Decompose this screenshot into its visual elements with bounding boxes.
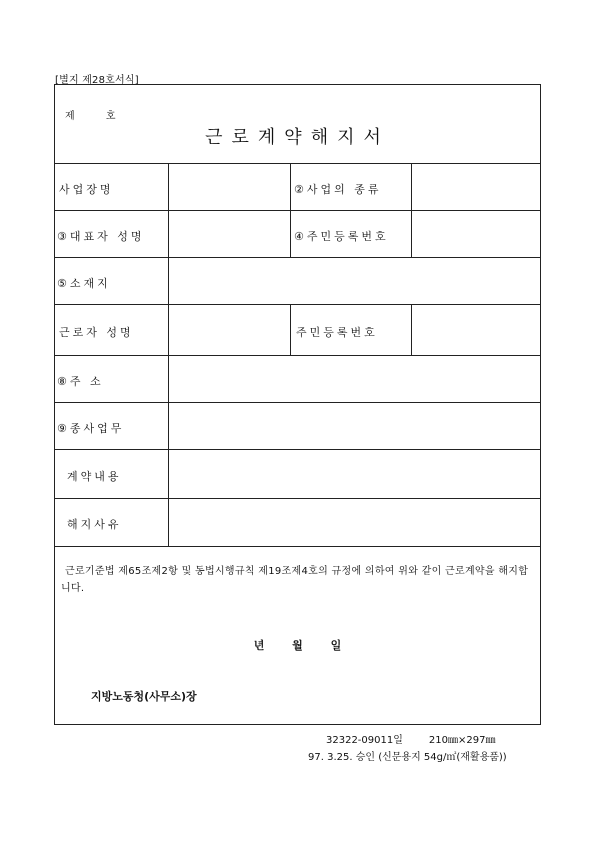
duty-label: ⑨종사업무 (57, 422, 125, 435)
address-label: ⑧주 소 (57, 375, 104, 388)
column-divider (168, 163, 169, 546)
row-divider (55, 210, 540, 211)
worker-resident-number-label: 주민등록번호 (296, 326, 378, 339)
paper-size: 210㎜×297㎜ (428, 735, 496, 746)
column-divider (290, 304, 291, 355)
location-label: ⑤소재지 (57, 277, 111, 290)
representative-label: ③대표자 성명 (57, 230, 145, 243)
row-divider (55, 402, 540, 403)
worker-name-label: 근로자 성명 (59, 326, 134, 339)
row-divider (55, 546, 540, 547)
date-line: 년 월 일 (253, 639, 342, 652)
form-title: 근로계약해지서 (205, 127, 390, 148)
row-divider (55, 304, 540, 305)
row-divider (55, 498, 540, 499)
contract-content-label: 계약내용 (67, 470, 122, 483)
resident-number-label: ④주민등록번호 (294, 230, 389, 243)
column-divider (411, 304, 412, 355)
statement-paragraph: 근로기준법 제65조제2항 및 동법시행규칙 제19조제4호의 규정에 의하여 위와 같이 근로계약을 해지합니다. (61, 566, 529, 594)
row-divider (55, 257, 540, 258)
row-divider (55, 163, 540, 164)
column-divider (290, 163, 291, 257)
termination-reason-label: 해지사유 (67, 518, 122, 531)
termination-form (54, 84, 541, 725)
row-divider (55, 355, 540, 356)
office-signature: 지방노동청(사무소)장 (91, 690, 197, 703)
row-divider (55, 449, 540, 450)
business-name-label: 사업장명 (59, 183, 114, 196)
approval-note: 97. 3.25. 승인 (신문용지 54g/㎡(재활용품)) (308, 752, 507, 763)
number-label: 제 호 (65, 111, 130, 122)
form-code: 32322-09011일 (326, 735, 403, 746)
footer-code-line (326, 731, 495, 746)
business-type-label: ②사업의 종류 (294, 183, 382, 196)
column-divider (411, 163, 412, 257)
form-number-label: [별지 제28호서식] (55, 75, 139, 86)
